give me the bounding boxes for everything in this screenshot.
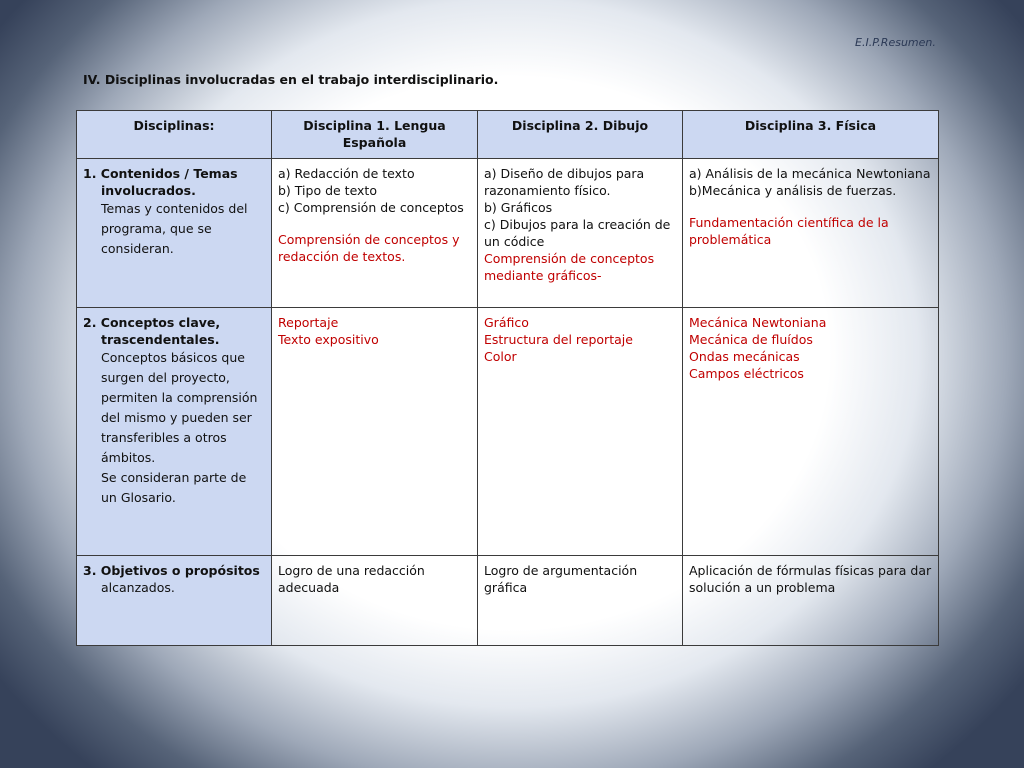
- row1-label-line1: 1. Contenidos / Temas: [83, 166, 238, 181]
- list-item: a) Análisis de la mecánica Newtoniana: [689, 166, 931, 181]
- row3-label-line1: 3. Objetivos o propósitos: [83, 563, 260, 578]
- brand-label: E.I.P.Resumen.: [855, 36, 936, 49]
- highlight-text: Comprensión de conceptos y redacción de textos.: [278, 232, 460, 264]
- row1-description: Temas y contenidos del programa, que se consideran.: [101, 201, 248, 256]
- list-item: Color: [484, 349, 517, 364]
- list-item: Gráfico: [484, 315, 529, 330]
- row2-label-line2: trascendentales.: [101, 332, 220, 347]
- list-item: c) Dibujos para la creación de un códice: [484, 217, 671, 249]
- list-item: Ondas mecánicas: [689, 349, 800, 364]
- header-lengua-line2: Española: [342, 135, 407, 150]
- table-row: [77, 556, 939, 646]
- list-item: Texto expositivo: [278, 332, 379, 347]
- list-item: Mecánica Newtoniana: [689, 315, 827, 330]
- spacer: [689, 199, 932, 214]
- list-item: Estructura del reportaje: [484, 332, 633, 347]
- disciplines-table: [76, 110, 939, 646]
- list-item: b) Gráficos: [484, 200, 553, 215]
- header-lengua: [272, 111, 478, 159]
- section-heading: IV. Disciplinas involucradas en el trabajo interdisciplinario.: [83, 72, 499, 87]
- row-label-contenidos: [77, 159, 272, 308]
- header-dibujo: Disciplina 2. Dibujo: [478, 111, 683, 159]
- cell-contenidos-dibujo: [478, 159, 683, 308]
- header-disciplinas: Disciplinas:: [77, 111, 272, 159]
- list-item: Reportaje: [278, 315, 339, 330]
- cell-conceptos-fisica: [683, 308, 939, 556]
- cell-objetivos-lengua: Logro de una redacción adecuada: [272, 556, 478, 646]
- row2-description: Conceptos básicos que surgen del proyecto, permiten la comprensión del mismo y pueden ser transferibles a otros ámbitos.: [101, 350, 258, 465]
- list-item: a) Redacción de texto: [278, 166, 415, 181]
- header-row: [77, 111, 939, 159]
- highlight-text: Fundamentación científica de la problemática: [689, 215, 889, 247]
- list-item: Campos eléctricos: [689, 366, 804, 381]
- table-row: [77, 308, 939, 556]
- spacer: [278, 216, 471, 231]
- list-item: b)Mecánica y análisis de fuerzas.: [689, 183, 897, 198]
- row2-label-line1: 2. Conceptos clave,: [83, 315, 221, 330]
- row1-label-line2: involucrados.: [101, 183, 196, 198]
- cell-conceptos-dibujo: [478, 308, 683, 556]
- header-lengua-line1: Disciplina 1. Lengua: [303, 118, 446, 133]
- list-item: c) Comprensión de conceptos: [278, 200, 464, 215]
- list-item: b) Tipo de texto: [278, 183, 377, 198]
- highlight-text: Comprensión de conceptos mediante gráficos-: [484, 251, 655, 283]
- cell-contenidos-lengua: [272, 159, 478, 308]
- row2-description-glosario: Se consideran parte de un Glosario.: [101, 470, 247, 505]
- row-label-conceptos: [77, 308, 272, 556]
- cell-objetivos-dibujo: Logro de argumentación gráfica: [478, 556, 683, 646]
- row-label-objetivos: [77, 556, 272, 646]
- list-item: Mecánica de fluídos: [689, 332, 813, 347]
- cell-contenidos-fisica: [683, 159, 939, 308]
- row3-label-line2: alcanzados.: [101, 580, 175, 595]
- header-fisica: Disciplina 3. Física: [683, 111, 939, 159]
- list-item: a) Diseño de dibujos para razonamiento físico.: [484, 166, 645, 198]
- table-row: [77, 159, 939, 308]
- cell-conceptos-lengua: [272, 308, 478, 556]
- cell-objetivos-fisica: Aplicación de fórmulas físicas para dar solución a un problema: [683, 556, 939, 646]
